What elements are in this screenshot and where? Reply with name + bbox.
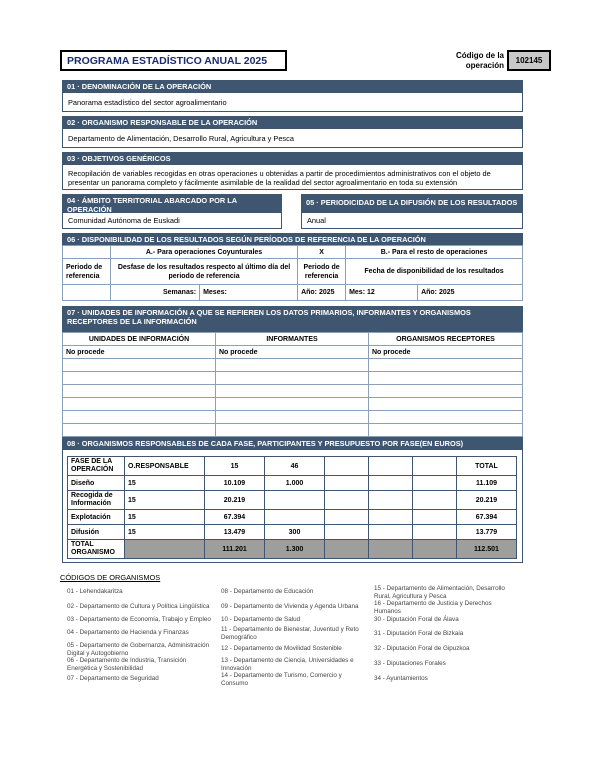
code-item: 06 - Departamento de Industria, Transición Energética y Sostenibilidad [67,657,187,672]
section-01-value [62,92,523,112]
code-item: 02 - Departamento de Cultura y Política Lingüística [67,603,210,610]
table-row: Diseño 15 10.109 1.000 11.109 [68,476,517,491]
fecha-disponibilidad-label: Fecha de disponibilidad de los resultados [346,259,523,285]
periodo-referencia-label: Periodo de referencia [63,259,111,285]
table-row: Difusión 15 13.479 300 13.779 [68,525,517,540]
code-item: 12 - Departamento de Movilidad Sostenible [221,645,342,652]
fase-label: Diseño [68,476,125,491]
code-item: 08 - Departamento de Educación [221,588,314,595]
section-02-header: 02 · ORGANISMO RESPONSABLE DE LA OPERACIÓN [62,116,523,128]
fase-label: Difusión [68,525,125,540]
generic-objectives: Recopilación de variables recogidas en otras operaciones u obtenidas a partir de procedimientos administrativos con el objeto de presentar un panorama completo y fácilmente asimilable de la realidad del sector agroalimentario en toda su extensión [68,169,491,187]
responsable-header: O.RESPONSABLE [125,457,205,476]
code-label: Código de la operación [456,51,504,70]
desfase-label: Desfase de los resultados respecto al último día del periodo de referencia [111,259,298,285]
section-06-header: 06 · DISPONIBILIDAD DE LOS RESULTADOS SEGÚN PERÍODOS DE REFERENCIA DE LA OPERACIÓN [62,233,523,245]
total-organismo-label: TOTAL ORGANISMO [68,540,125,559]
section-03-header: 03 · OBJETIVOS GENÉRICOS [62,152,523,164]
table-row: Recogida de Información 15 20.219 20.219 [68,491,517,510]
receptores-value: No procede [369,346,523,359]
code-item: 16 - Departamento de Justicia y Derechos Humanos [374,600,492,615]
territorial-scope: Comunidad Autónoma de Euskadi [68,216,180,225]
section-04-header: 04 · ÁMBITO TERRITORIAL ABARCADO POR LA OPERACIÓN [62,194,282,212]
table-row: Explotación 15 67.394 67.394 [68,510,517,525]
periodo-referencia-label-2: Periodo de referencia [298,259,346,285]
fase-label: Explotación [68,510,125,525]
code-item: 03 - Departamento de Economía, Trabajo y Empleo [67,616,211,623]
total-header: TOTAL [457,457,517,476]
code-item: 31 - Diputación Foral de Bizkaia [374,630,464,637]
informantes-value: No procede [216,346,369,359]
code-item: 11 - Departamento de Bienestar, Juventud y Reto Demográfico [221,626,359,641]
code-item: 34 - Ayuntamientos [374,675,428,682]
budget-header-row [68,457,517,476]
code-item: 33 - Diputaciones Forales [374,660,446,667]
section-07-header: 07 · UNIDADES DE INFORMACIÓN A QUE SE REFIEREN LOS DATOS PRIMARIOS, INFORMANTES Y ORGANISMOS RECEPTORES DE LA INFORMACIÓN [62,306,523,332]
code-item: 13 - Departamento de Ciencia, Universidades e Innovación [221,657,354,672]
fase-label: Recogida de Información [68,491,125,510]
codes-title: CÓDIGOS DE ORGANISMOS [60,573,161,582]
fase-header: FASE DE LA OPERACIÓN [68,457,125,476]
semanas-label: Semanas: [111,285,200,301]
coyuntural-label: A.- Para operaciones Coyunturales [111,246,298,259]
page-title: PROGRAMA ESTADÍSTICO ANUAL 2025 [67,55,268,67]
code-value: 102145 [507,50,551,71]
section-03-value [62,164,523,190]
section-05-value [301,212,523,229]
mes-disponibilidad: Mes: 12 [346,285,418,301]
section-07-table [62,332,523,437]
table-row [63,359,523,372]
section-02-value [62,128,523,148]
anio-disponibilidad: Año: 2025 [418,285,523,301]
section-04-value [62,212,282,229]
code-item: 32 - Diputación Foral de Gipuzkoa [374,645,470,652]
periodicity: Anual [307,216,326,225]
code-item: 14 - Departamento de Turismo, Comercio y Consumo [221,672,342,687]
operation-name: Panorama estadístico del sector agroalimentario [68,98,227,107]
responsible-organism: Departamento de Alimentación, Desarrollo Rural, Agricultura y Pesca [68,134,294,143]
table-row [63,385,523,398]
section-08-header: 08 · ORGANISMOS RESPONSABLES DE CADA FASE, PARTICIPANTES Y PRESUPUESTO POR FASE(EN EUROS) [62,437,523,449]
org-15-header: 15 [205,457,265,476]
receptores-header: ORGANISMOS RECEPTORES [369,333,523,346]
section-01-header: 01 · DENOMINACIÓN DE LA OPERACIÓN [62,80,523,92]
code-item: 10 - Departamento de Salud [221,616,301,623]
code-item: 30 - Diputación Foral de Álava [374,616,459,623]
budget-table [67,456,517,559]
section-05-header: 05 · PERIODICIDAD DE LA DIFUSIÓN DE LOS RESULTADOS [301,194,523,212]
code-item: 01 - Lehendakaritza [67,588,123,595]
code-item: 05 - Departamento de Gobernanza, Administración Digital y Autogobierno [67,642,210,657]
x-mark: X [298,246,346,259]
table-row [63,411,523,424]
org-46-header: 46 [265,457,325,476]
unidades-header: UNIDADES DE INFORMACIÓN [63,333,216,346]
informantes-header: INFORMANTES [216,333,369,346]
table-row [63,398,523,411]
section-06-table [62,245,523,301]
code-item: 07 - Departamento de Seguridad [67,675,159,682]
anio-referencia: Año: 2025 [298,285,346,301]
unidades-value: No procede [63,346,216,359]
code-item: 15 - Departamento de Alimentación, Desarrollo Rural, Agricultura y Pesca [374,585,505,600]
table-row [63,424,523,437]
table-row [63,346,523,359]
code-item: 09 - Departamento de Vivienda y Agenda Urbana [221,603,359,610]
meses-label: Meses: [200,285,298,301]
resto-label: B.- Para el resto de operaciones [346,246,523,259]
total-row: TOTAL ORGANISMO 111.201 1.300 112.501 [68,540,517,559]
page-title-box [60,50,287,71]
code-item: 04 - Departamento de Hacienda y Finanzas [67,629,189,636]
table-row [63,372,523,385]
